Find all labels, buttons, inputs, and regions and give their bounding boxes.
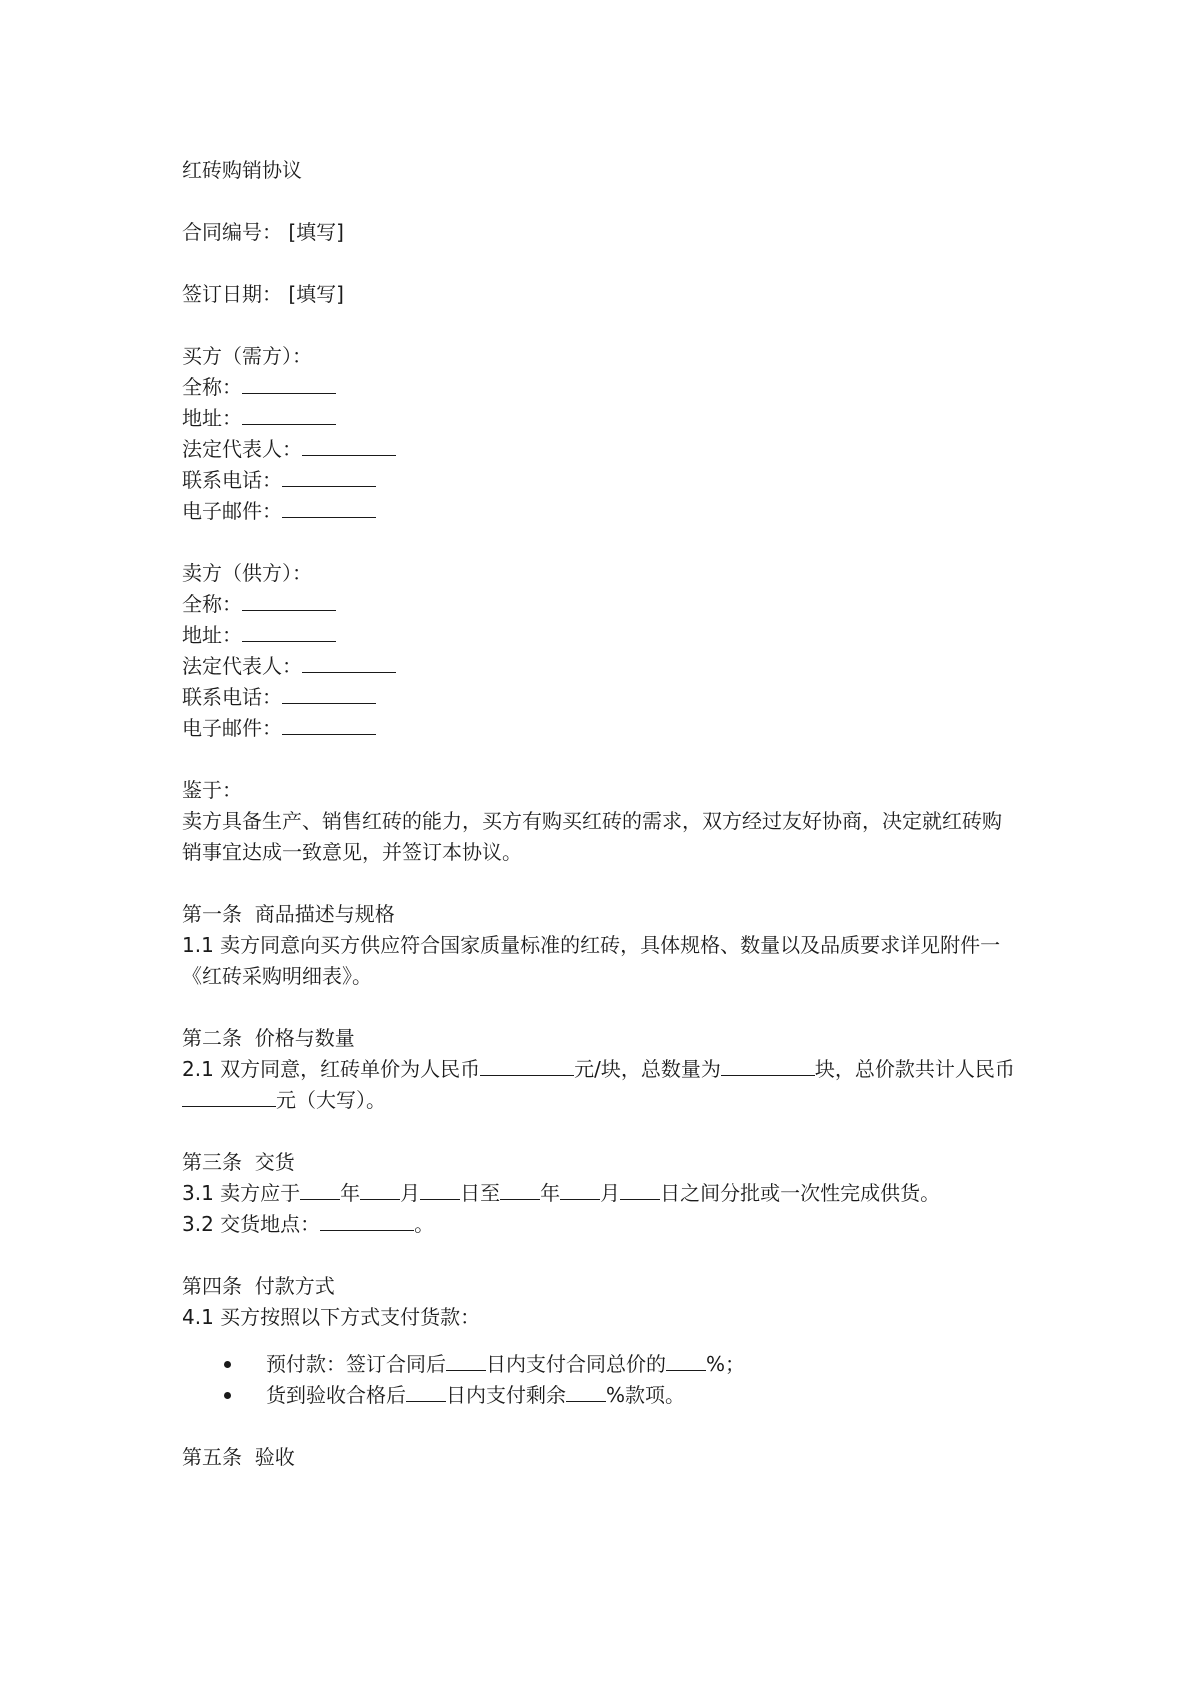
balance-label: 货到验收合格后 — [266, 1383, 406, 1407]
start-month-blank — [360, 1179, 400, 1200]
payment-list — [182, 1349, 1022, 1411]
whereas-text: 卖方具备生产、销售红砖的能力，买方有购买红砖的需求，双方经过友好协商，决定就红砖购销事宜达成一致意见，并签订本协议。 — [182, 809, 1002, 864]
end-year-blank — [500, 1179, 540, 1200]
prepay-percent-blank — [666, 1350, 706, 1371]
buyer-phone-blank — [282, 466, 376, 487]
buyer-rep-label: 法定代表人： — [182, 437, 302, 461]
balance-mid-label: 日内支付剩余 — [446, 1383, 566, 1407]
delivery-location-label: 3.2 交货地点： — [182, 1212, 321, 1236]
buyer-address-blank — [242, 404, 336, 425]
contract-document — [182, 155, 1022, 1473]
buyer-rep-blank — [302, 435, 396, 456]
month-label: 月 — [600, 1181, 621, 1205]
article3-line2 — [182, 1209, 1022, 1240]
prepay-end-label: %； — [706, 1352, 746, 1376]
start-day-blank — [420, 1179, 460, 1200]
balance-end-label: %款项。 — [606, 1383, 686, 1407]
seller-email-blank — [282, 714, 376, 735]
seller-address-label: 地址： — [182, 623, 242, 647]
buyer-rep-line — [182, 434, 1022, 465]
year-label: 年 — [540, 1181, 561, 1205]
article2-part4: 元（大写）。 — [276, 1088, 386, 1112]
end-day-blank — [620, 1179, 660, 1200]
article3-line1 — [182, 1178, 1022, 1209]
article2-part2: 元/块，总数量为 — [574, 1057, 721, 1081]
seller-phone-blank — [282, 683, 376, 704]
buyer-email-label: 电子邮件： — [182, 499, 282, 523]
end-month-blank — [560, 1179, 600, 1200]
contract-number-value: [填写] — [288, 220, 344, 244]
seller-email-label: 电子邮件： — [182, 716, 282, 740]
seller-phone-line — [182, 682, 1022, 713]
year-label: 年 — [340, 1181, 361, 1205]
start-year-blank — [300, 1179, 340, 1200]
seller-email-line — [182, 713, 1022, 744]
quantity-blank — [721, 1055, 815, 1076]
article2-part3: 块，总价款共计人民币 — [814, 1057, 1015, 1081]
total-price-blank — [182, 1086, 276, 1107]
whereas-heading: 鉴于： — [182, 778, 242, 802]
buyer-email-blank — [282, 497, 376, 518]
seller-name-blank — [242, 590, 336, 611]
delivery-end-label: 日之间分批或一次性完成供货。 — [660, 1181, 941, 1205]
prepay-mid-label: 日内支付合同总价的 — [486, 1352, 666, 1376]
article2-heading: 第二条 价格与数量 — [182, 1026, 355, 1050]
buyer-phone-line — [182, 465, 1022, 496]
balance-percent-blank — [566, 1381, 606, 1402]
buyer-address-label: 地址： — [182, 406, 242, 430]
sign-date-label: 签订日期： — [182, 282, 282, 306]
buyer-email-line — [182, 496, 1022, 527]
document-title: 红砖购销协议 — [182, 158, 302, 182]
list-item — [182, 1349, 1022, 1380]
buyer-name-blank — [242, 373, 336, 394]
seller-address-line — [182, 620, 1022, 651]
list-item — [182, 1380, 1022, 1411]
seller-rep-blank — [302, 652, 396, 673]
article4-heading: 第四条 付款方式 — [182, 1274, 335, 1298]
buyer-address-line — [182, 403, 1022, 434]
article2-text — [182, 1054, 1016, 1116]
bullet-icon — [224, 1392, 231, 1399]
prepay-label: 预付款：签订合同后 — [266, 1352, 446, 1376]
seller-rep-line — [182, 651, 1022, 682]
article1-heading: 第一条 商品描述与规格 — [182, 902, 395, 926]
prepay-days-blank — [446, 1350, 486, 1371]
sign-date-value: [填写] — [288, 282, 344, 306]
buyer-name-label: 全称： — [182, 375, 242, 399]
seller-heading: 卖方（供方）： — [182, 561, 312, 585]
buyer-phone-label: 联系电话： — [182, 468, 282, 492]
period-mark: 。 — [414, 1212, 435, 1236]
contract-number-label: 合同编号： — [182, 220, 282, 244]
article2-part1: 2.1 双方同意，红砖单价为人民币 — [182, 1057, 481, 1081]
buyer-name-line — [182, 372, 1022, 403]
seller-phone-label: 联系电话： — [182, 685, 282, 709]
month-label: 月 — [400, 1181, 421, 1205]
day-to-label: 日至 — [460, 1181, 501, 1205]
article1-text: 1.1 卖方同意向买方供应符合国家质量标准的红砖，具体规格、数量以及品质要求详见附件一《红砖采购明细表》。 — [182, 933, 1001, 988]
bullet-icon — [224, 1361, 231, 1368]
delivery-start-label: 3.1 卖方应于 — [182, 1181, 301, 1205]
seller-rep-label: 法定代表人： — [182, 654, 302, 678]
seller-address-blank — [242, 621, 336, 642]
seller-name-label: 全称： — [182, 592, 242, 616]
article5-heading: 第五条 验收 — [182, 1445, 295, 1469]
sign-date-line — [182, 279, 1022, 310]
balance-days-blank — [406, 1381, 446, 1402]
delivery-location-blank — [320, 1210, 414, 1231]
article3-heading: 第三条 交货 — [182, 1150, 295, 1174]
article4-intro: 4.1 买方按照以下方式支付货款： — [182, 1305, 481, 1329]
seller-name-line — [182, 589, 1022, 620]
buyer-heading: 买方（需方）： — [182, 344, 312, 368]
contract-number-line — [182, 217, 1022, 248]
unit-price-blank — [480, 1055, 574, 1076]
